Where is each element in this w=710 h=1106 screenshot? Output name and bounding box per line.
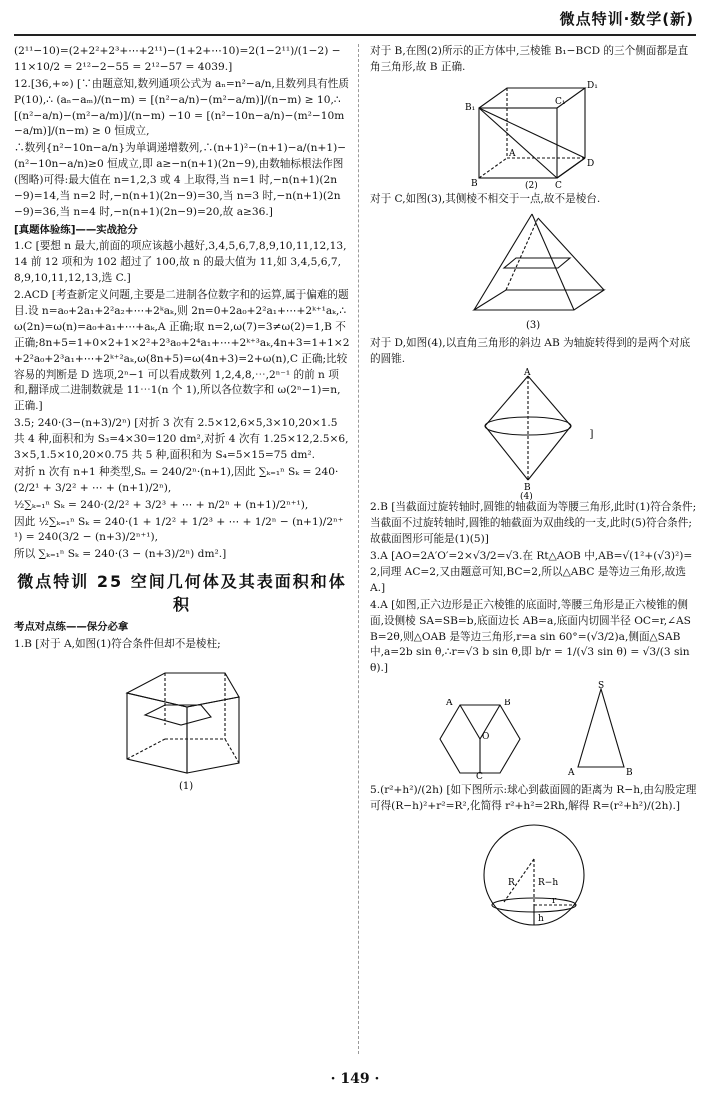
hex-label-O: O: [481, 732, 489, 743]
page-header: [14, 6, 696, 36]
section-heading-zhenti: [真题体验练]——实战抢分: [14, 223, 138, 236]
tri-label-S: S: [597, 681, 604, 692]
figure-3-frustum-like: [454, 210, 614, 334]
fig4-label-A: A: [524, 368, 531, 379]
answer-z3-sum: 对折 n 次有 n+1 种类型,Sₙ = 240/2ⁿ·(n+1),因此 ∑ₖ₌₁ⁿ Sₖ = 240·(2/2¹ + 3/2² + ⋯ + (n+1)/2ⁿ),: [14, 465, 339, 494]
figure-sphere-section: [474, 817, 594, 937]
sphere-label-r: r: [551, 896, 556, 907]
column-divider: [358, 44, 359, 1054]
figure-3-label: (3): [525, 319, 540, 331]
answer-z3-diff: 因此 ½∑ₖ₌₁ⁿ Sₖ = 240·(1 + 1/2² + 1/2³ + ⋯ + 1/2ⁿ − (n+1)/2ⁿ⁺¹) = 240(3/2 − (n+3)/2ⁿ⁺¹),: [14, 515, 344, 544]
answer-k1: 1.B [对于 A,如图(1)符合条件但却不是棱柱;: [14, 637, 221, 650]
figure-2-cube-pyramid: [459, 78, 609, 190]
fig4-label-B: B: [524, 483, 532, 494]
answer-k1-d: 对于 D,如图(4),以直角三角形的斜边 AB 为轴旋转得到的是两个对底的圆锥.: [370, 336, 691, 365]
label-D1: D₁: [586, 80, 598, 91]
figure-1-pentagonal-solid: [107, 655, 257, 795]
figure-hexagon: [432, 699, 528, 779]
header-title: 微点特训·数学(新): [559, 10, 694, 28]
answer-k5: 5.(r²+h²)/(2h) [如下图所示:球心到截面圆的距离为 R−h,由勾股定理可得(R−h)²+r²=R²,化简得 r²+h²=2Rh,解得 R=(r²+h²)/(2h).]: [370, 784, 697, 813]
hex-label-C: C: [475, 772, 483, 780]
answer-k1-b: 对于 B,在图(2)所示的正方体中,三棱锥 B₁−BCD 的三个侧面都是直角三角形,故 B 正确.: [370, 45, 689, 73]
sphere-label-Rh: R−h: [537, 878, 558, 889]
left-column: [14, 44, 350, 1059]
label-A: A: [508, 148, 515, 159]
answer-12-part1: 12.[36,+∞) [∵由题意知,数列通项公式为 aₙ=n²−a/n,且数列具有性质 P(10),∴ (aₙ−aₘ)/(n−m) = [(n²−a/n)−(m²−a/m)]/(n−m) ≥ 10,∴ [(n²−a/n)−(m²−a/m)]/(n−m) −10 = [(n²−10n−a/n)−(m²−10m−a/m)]/(n−m) ≥ 0 恒成立,: [14, 77, 349, 138]
label-C: C: [554, 180, 562, 190]
answer-z3-result: 所以 ∑ₖ₌₁ⁿ Sₖ = 240·(3 − (n+3)/2ⁿ) dm².]: [14, 548, 227, 561]
answer-z3-half: ½∑ₖ₌₁ⁿ Sₖ = 240·(2/2² + 3/2³ + ⋯ + n/2ⁿ + (n+1)/2ⁿ⁺¹),: [14, 498, 309, 511]
figure-1-label: (1): [179, 780, 194, 792]
figure-hexagon-triangle: [370, 681, 697, 779]
figure-2-label: (2): [524, 180, 538, 190]
label-B1: B₁: [464, 102, 475, 113]
section-title-25: 微点特训 25 空间几何体及其表面积和体积: [17, 572, 347, 614]
hex-label-B: B: [503, 699, 511, 709]
answer-z3: 3.5; 240·(3−(n+3)/2ⁿ) [对折 3 次有 2.5×12,6×5,3×10,20×1.5 共 4 种,面积和为 S₃=4×30=120 dm²,对折 4 次有 1.25×12,2.5×6,3×5,1.5×10,20×0.75 共 5 种,面积和为 S₄=5×15=75 dm².: [14, 417, 349, 461]
tri-label-A: A: [567, 768, 574, 779]
label-D: D: [586, 158, 594, 169]
answer-k2: 2.B [当截面过旋转轴时,圆锥的轴截面为等腰三角形,此时(1)符合条件;当截面不过旋转轴时,圆锥的轴截面为双曲线的一支,此时(5)符合条件;故截面图形可能是(1)(5)]: [370, 501, 697, 546]
hex-label-A: A: [445, 699, 452, 709]
figure-triangle: [566, 681, 636, 779]
label-C1: C₁: [554, 96, 565, 107]
figure-4-label: (4): [520, 492, 534, 501]
answer-k1-c: 对于 C,如图(3),其侧棱不相交于一点,故不是棱台.: [370, 192, 601, 205]
sphere-label-R: R: [507, 878, 515, 889]
answer-k3: 3.A [AO=2A′O′=2×√3/2=√3.在 Rt△AOB 中,AB=√(1²+(√3)²)=2,同理 AC=2,又由题意可知,BC=2,所以△ABC 是等边三角形,故选 A.]: [370, 550, 693, 594]
bracket-close: ]: [589, 427, 594, 440]
answer-12-part2: ∴数列{n²−10n−a/n}为单调递增数列,∴(n+1)²−(n+1)−a/(n+1)−(n²−10n−a/n)≥0 恒成立,即 a≥−n(n+1)(2n−9),由数轴标根法作图(图略)可得:最大值在 n=1,2,3 或 4 上取得,当 n=1 时,−n(n+1)(2n−9)=14,当 n=2 时,−n(n+1)(2n−9)=30,当 n=3 时,−n(n+1)(2n−9)=36,当 n=4 时,−n(n+1)(2n−9)=20,故 a≥36.]: [14, 142, 347, 218]
page-number: · 149 ·: [330, 1071, 380, 1087]
answer-z1: 1.C [要想 n 最大,前面的项应该越小越好,3,4,5,6,7,8,9,10,11,12,13,14 前 12 项和为 102 超过了 100,故 n 的最大值为 11,如 3,4,5,6,7,8,9,10,11,12,13,选 C.]: [14, 240, 347, 285]
answer-z2: 2.ACD [考查新定义问题,主要是二进制各位数字和的运算,属于偏难的题目.设 n=a₀+2a₁+2²a₂+⋯+2ᵏaₖ,则 2n=0+2a₀+2²a₁+⋯+2ᵏ⁺¹aₖ,∴ω(2n)=ω(n)=a₀+a₁+⋯+aₖ,A 正确;取 n=2,ω(7)=3≠ω(2)=1,B 不正确;8n+5=1+0×2+1×2²+2³a₀+2⁴a₁+⋯+2ᵏ⁺³aₖ,4n+3=1+1×2+2²a₀+2³a₁+⋯+2ᵏ⁺²aₖ,ω(8n+5)=ω(4n+3)=2+ω(n),C 正确;比较容易的判断是 D 选项,2ⁿ−1 可以看成数列 1,2,4,8,⋯,2ⁿ⁻¹ 的前 n 项和,翻译成二进制数就是 11⋯1(n 个 1),所以各位数字和 ω(2ⁿ−1)=n,正确.]: [14, 289, 350, 413]
figure-4-double-cone: [473, 368, 583, 500]
label-B: B: [470, 178, 478, 189]
right-column: [370, 44, 697, 1059]
answer-11-end: (2¹¹−10)=(2+2²+2³+⋯+2¹¹)−(1+2+⋯10)=2(1−2¹¹)/(1−2) − 11×10/2 = 2¹²−2−55 = 2¹²−57 = 4039.]: [14, 45, 341, 73]
answer-k4: 4.A [如图,正六边形是正六棱锥的底面时,等腰三角形是正六棱锥的侧面,设侧棱 SA=SB=b,底面边长 AB=a,底面内切圆半径 OC=r,∠ASB=2θ,则△OAB 是等边三角形,r=a sin 60°=(√3/2)a,侧面△SAB 中,a=2b sin θ,∴r=√3 b sin θ,即 b/r = 1/(√3 sin θ) = √3/(3 sin θ).]: [370, 598, 691, 675]
sphere-label-h: h: [537, 914, 544, 925]
section-heading-kaodian: 考点对点练——保分必拿: [14, 621, 129, 633]
tri-label-B: B: [625, 768, 633, 779]
